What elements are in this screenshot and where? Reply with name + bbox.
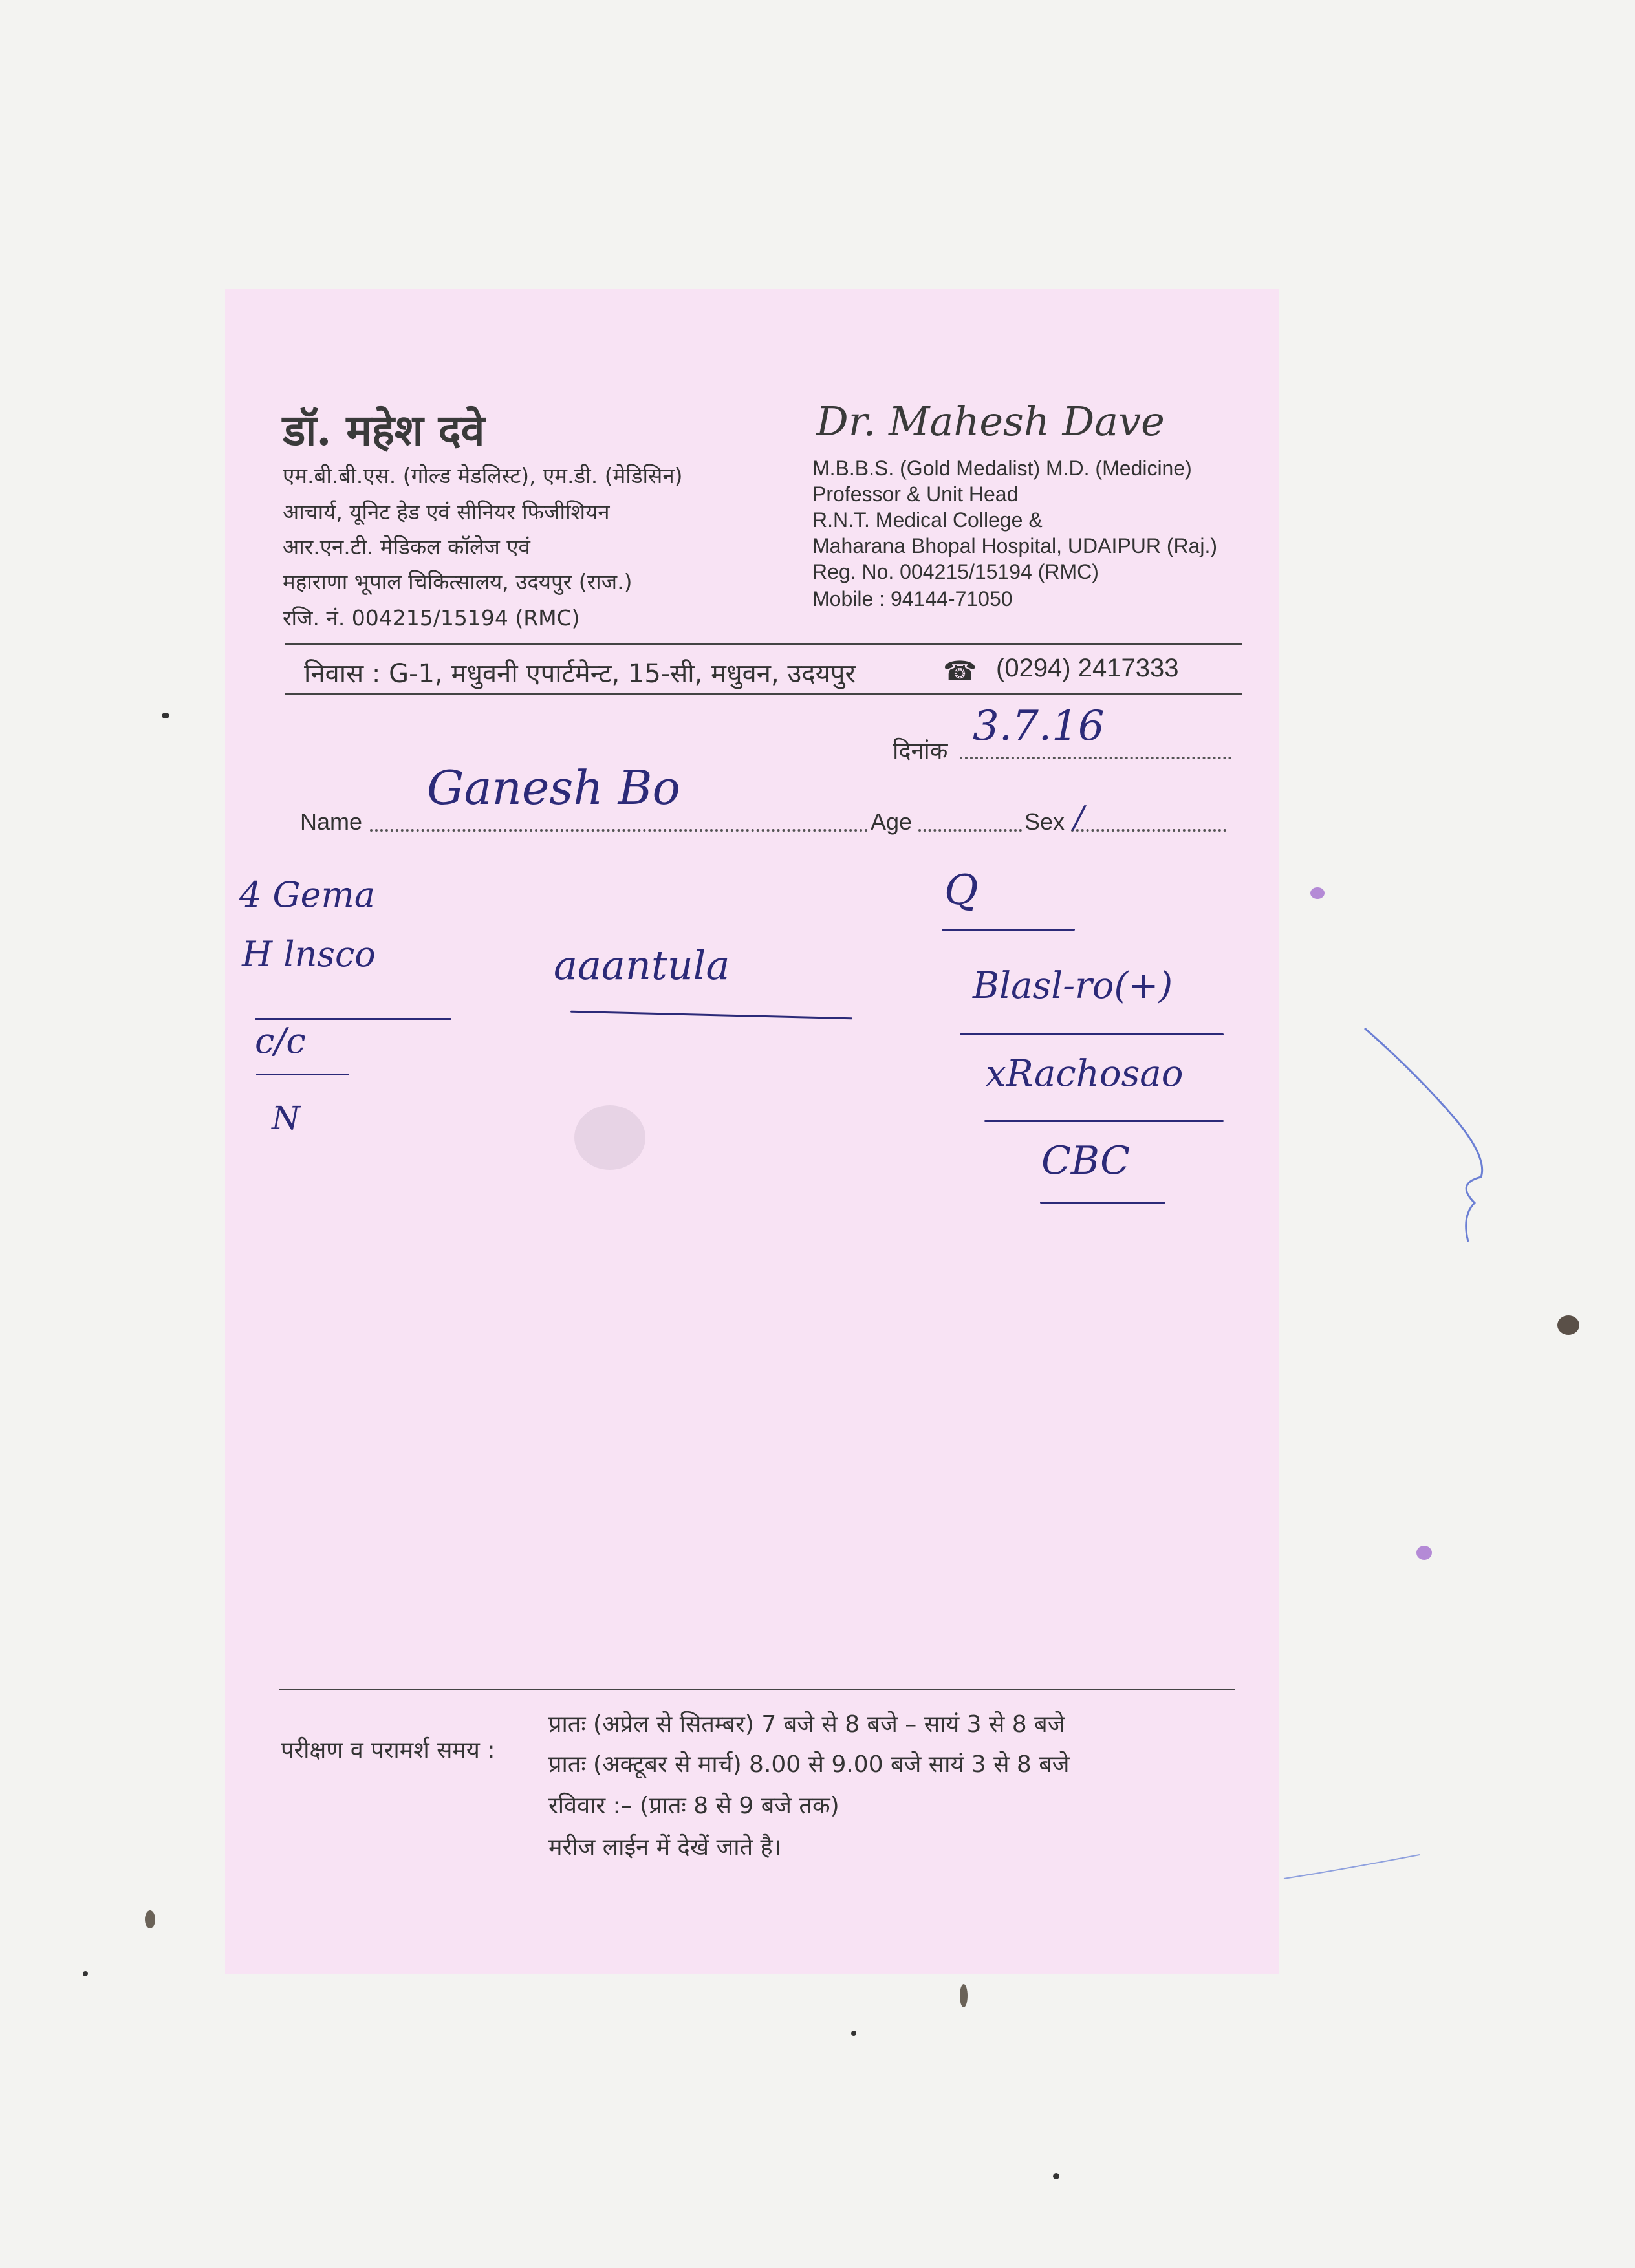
stray-pen-mark: [1358, 1022, 1500, 1255]
age-dotted-line: [918, 829, 1022, 832]
date-value: 3.7.16: [973, 702, 1105, 750]
name-dotted-line: [370, 829, 868, 832]
paper-stain: [574, 1105, 645, 1170]
residence-address: निवास : G-1, मधुवनी एपार्टमेन्ट, 15-सी, मधुवन, उदयपुर: [304, 659, 856, 689]
handwritten-note-left: H lnsco: [242, 934, 376, 975]
ink-underline: [942, 929, 1075, 931]
sex-dotted-line: [1071, 829, 1226, 832]
handwritten-investigation: CBC: [1041, 1138, 1131, 1183]
qualification-english-line: R.N.T. Medical College &: [812, 508, 1043, 532]
ink-underline: [960, 1033, 1224, 1035]
scan-speck: [1053, 2173, 1059, 2179]
scan-speck: [1310, 887, 1325, 899]
scan-speck: [1416, 1546, 1432, 1560]
ink-underline: [255, 1018, 451, 1020]
handwritten-note-left: 4 Gema: [239, 874, 376, 915]
scan-speck: [851, 2031, 856, 2036]
registration-english: Reg. No. 004215/15194 (RMC): [812, 560, 1099, 583]
qualification-hindi-line: आर.एन.टी. मेडिकल कॉलेज एवं: [283, 534, 530, 559]
handwritten-investigation: Blasl-ro(+): [973, 965, 1173, 1007]
handwritten-note-left: c/c: [255, 1021, 306, 1061]
ink-underline: [984, 1120, 1224, 1122]
consultation-timings-label: परीक्षण व परामर्श समय :: [281, 1737, 495, 1764]
sunday-timing-line: रविवार :– (प्रातः 8 से 9 बजे तक): [548, 1793, 839, 1819]
patient-name: Ganesh Bo: [427, 761, 680, 815]
stray-pen-mark: [1281, 1850, 1423, 1888]
doctor-name-english: Dr. Mahesh Dave: [816, 398, 1165, 445]
phone-number: (0294) 2417333: [996, 654, 1179, 682]
registration-hindi: रजि. नं. 004215/15194 (RMC): [283, 605, 580, 631]
address-divider: [285, 693, 1242, 695]
date-label: दिनांक: [893, 738, 948, 764]
consultation-timing-line: प्रातः (अप्रेल से सितम्बर) 7 बजे से 8 बजे – सायं 3 से 8 बजे: [548, 1711, 1065, 1738]
scan-speck: [1557, 1315, 1579, 1335]
qualification-english-line: Professor & Unit Head: [812, 482, 1019, 506]
handwritten-diagnosis: aaantula: [554, 942, 730, 989]
footer-divider: [279, 1689, 1235, 1690]
ink-underline: [256, 1074, 349, 1075]
queue-note: मरीज लाईन में देखें जाते है।: [548, 1834, 782, 1861]
date-dotted-line: [960, 757, 1231, 759]
handwritten-note-left: N: [272, 1099, 300, 1137]
mobile-number: Mobile : 94144-71050: [812, 587, 1013, 610]
qualification-english-line: M.B.B.S. (Gold Medalist) M.D. (Medicine): [812, 457, 1192, 480]
header-divider: [285, 643, 1242, 645]
sex-value: /: [1074, 799, 1085, 836]
qualification-hindi-line: एम.बी.बी.एस. (गोल्ड मेडलिस्ट), एम.डी. (मेडिसिन): [283, 463, 683, 488]
telephone-icon: ☎: [943, 655, 977, 687]
consultation-timing-line: प्रातः (अक्टूबर से मार्च) 8.00 से 9.00 बजे सायं 3 से 8 बजे: [548, 1751, 1070, 1778]
handwritten-rx-heading: Q: [944, 867, 979, 914]
scan-speck: [145, 1910, 155, 1928]
name-label: Name: [300, 808, 363, 835]
ink-underline: [1040, 1202, 1165, 1204]
qualification-hindi-line: महाराणा भूपाल चिकित्सालय, उदयपुर (राज.): [283, 569, 633, 594]
scan-speck: [960, 1984, 968, 2007]
qualification-hindi-line: आचार्य, यूनिट हेड एवं सीनियर फिजीशियन: [283, 499, 610, 524]
scan-speck: [83, 1971, 88, 1976]
sex-label: Sex: [1024, 808, 1065, 835]
scan-speck: [162, 713, 169, 718]
qualification-english-line: Maharana Bhopal Hospital, UDAIPUR (Raj.): [812, 534, 1218, 557]
doctor-name-hindi: डॉ. महेश दवे: [283, 405, 485, 455]
age-label: Age: [871, 808, 913, 835]
handwritten-investigation: xRachosao: [986, 1053, 1184, 1095]
